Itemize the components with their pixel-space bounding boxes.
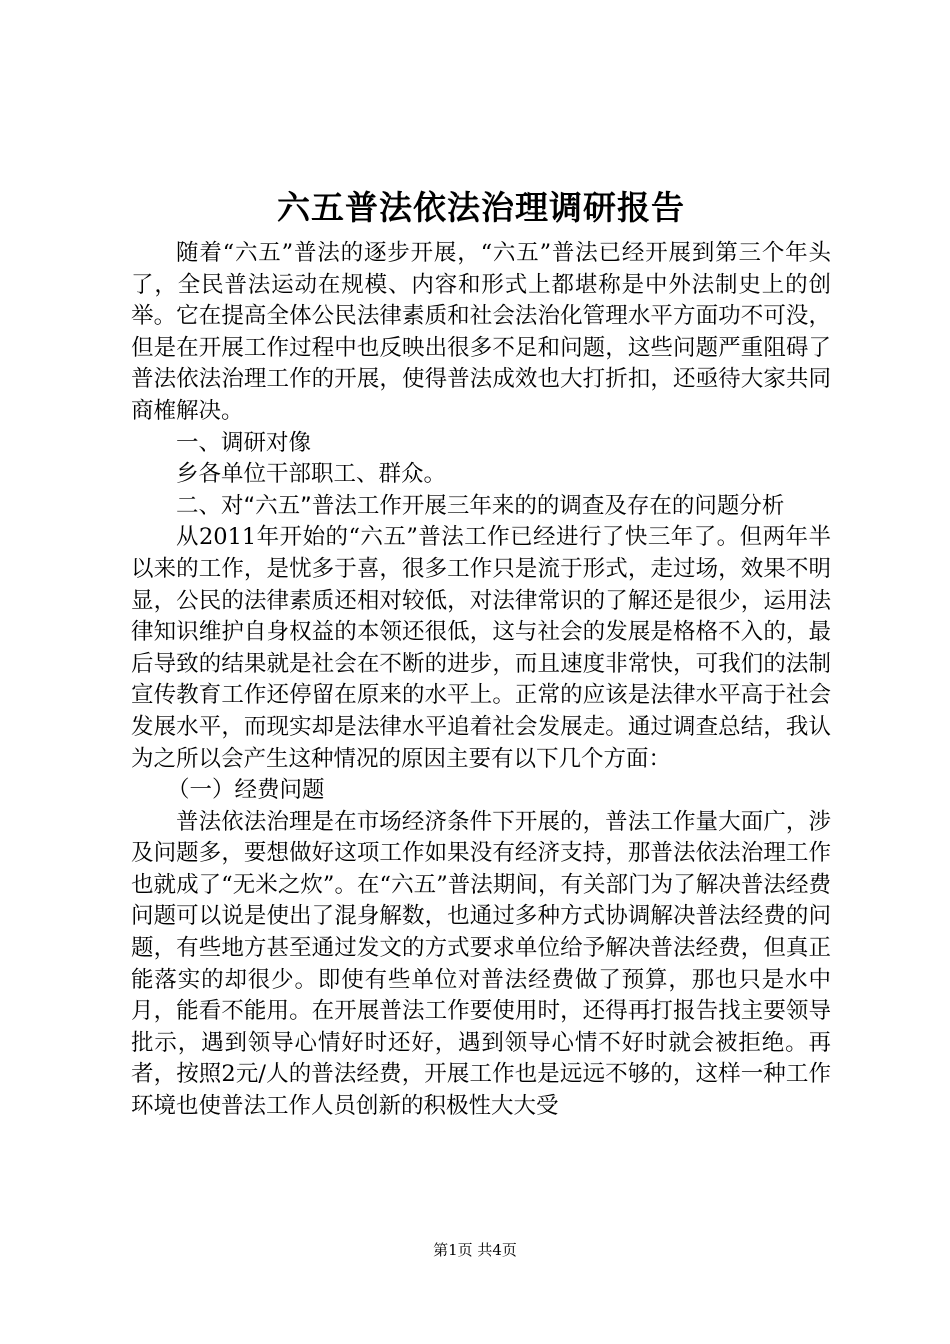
body-paragraph: 普法依法治理是在市场经济条件下开展的，普法工作量大面广，涉及问题多，要想做好这项工作如果没有经济支持，那普法依法治理工作也就成了“无米之炊”。在“六五”普法期间，有关部门为了解决普法经费问题可以说是使出了混身解数，也通过多种方式协调解决普法经费的问题，有些地方甚至通过发文的方式要求单位给予解决普法经费，但真正能落实的却很少。即使有些单位对普法经费做了预算，那也只是水中月，能看不能用。在开展普法工作要使用时，还得再打报告找主要领导批示，遇到领导心情好时还好，遇到领导心情不好时就会被拒绝。再者，按照2元/人的普法经费，开展工作也是远远不够的，这样一种工作环境也使普法工作人员创新的积极性大大受	[131, 808, 831, 1120]
body-paragraph: 乡各单位干部职工、群众。	[176, 461, 447, 488]
subsection-heading: （一）经费问题	[167, 777, 325, 804]
body-paragraph: 随着“六五”普法的逐步开展，“六五”普法已经开展到第三个年头了，全民普法运动在规模、内容和形式上都堪称是中外法制史上的创举。它在提高全体公民法律素质和社会法治化管理水平方面功不可没，但是在开展工作过程中也反映出很多不足和问题，这些问题严重阻碍了普法依法治理工作的开展，使得普法成效也大打折扣，还亟待大家共同商榷解决。	[131, 240, 831, 424]
document-page	[131, 182, 831, 1123]
document-title: 六五普法依法治理调研报告	[277, 188, 685, 227]
section-heading: 一、调研对像	[176, 429, 312, 456]
page-number-footer: 第1页 共4页	[433, 1241, 517, 1259]
section-heading: 二、对“六五”普法工作开展三年来的的调查及存在的问题分析	[176, 492, 785, 519]
body-paragraph: 从2011年开始的“六五”普法工作已经进行了快三年了。但两年半以来的工作，是忧多于喜，很多工作只是流于形式，走过场，效果不明显，公民的法律素质还相对较低，对法律常识的了解还是很少，运用法律知识维护自身权益的本领还很低，这与社会的发展是格格不入的，最后导致的结果就是社会在不断的进步，而且速度非常快，可我们的法制宣传教育工作还停留在原来的水平上。正常的应该是法律水平高于社会发展水平，而现实却是法律水平追着社会发展走。通过调查总结，我认为之所以会产生这种情况的原因主要有以下几个方面：	[131, 524, 831, 772]
